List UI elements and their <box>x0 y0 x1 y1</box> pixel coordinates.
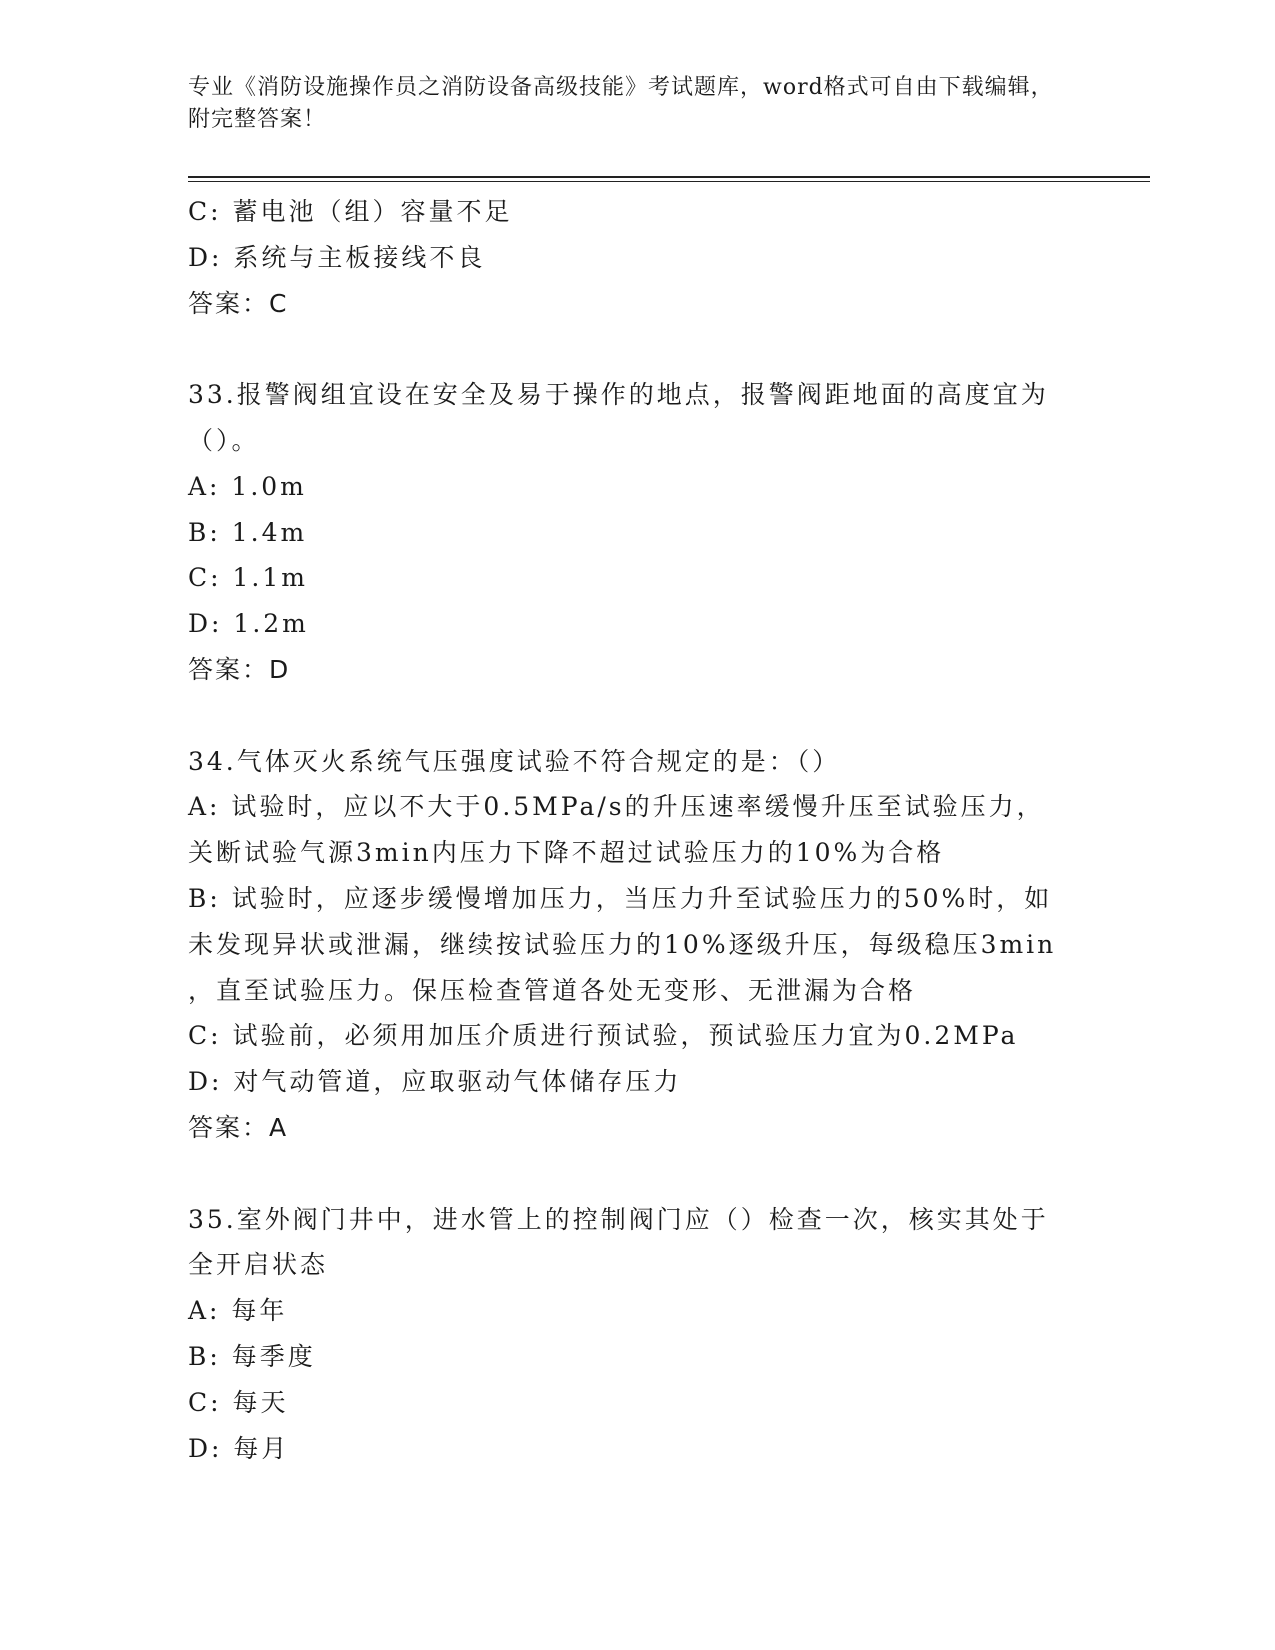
answer-line: 答案：C <box>188 288 289 318</box>
option-line: B: 每季度 <box>188 1341 316 1371</box>
option-line: D: 对气动管道，应取驱动气体储存压力 <box>188 1067 682 1097</box>
option-line: C: 蓄电池（组）容量不足 <box>188 197 513 226</box>
option-line: B: 试验时，应逐步缓慢增加压力，当压力升至试验压力的50%时，如 <box>188 883 1053 913</box>
spacer <box>188 1151 1068 1197</box>
document-header: 专业《消防设施操作员之消防设备高级技能》考试题库，word格式可自由下载编辑，附完整答案！ <box>188 75 1054 132</box>
question-stem: 全开启状态 <box>188 1250 329 1280</box>
question-stem: 34.气体灭火系统气压强度试验不符合规定的是：（） <box>188 746 841 776</box>
question-stem: （）。 <box>188 425 260 455</box>
option-line: 未发现异状或泄漏，继续按试验压力的10%逐级升压，每级稳压3min <box>188 929 1057 959</box>
question-content <box>188 189 1068 1471</box>
option-line: C: 每天 <box>188 1387 289 1417</box>
answer-line: 答案：A <box>188 1112 289 1142</box>
question-stem: 33.报警阀组宜设在安全及易于操作的地点，报警阀距地面的高度宜为 <box>188 380 1049 410</box>
option-line: C: 1.1m <box>188 563 308 593</box>
option-line: A: 试验时，应以不大于0.5MPa/s的升压速率缓慢升压至试验压力， <box>188 792 1045 822</box>
spacer <box>188 693 1068 739</box>
option-line: ，直至试验压力。保压检查管道各处无变形、无泄漏为合格 <box>188 975 917 1005</box>
header-divider-thick <box>188 176 1150 178</box>
option-line: A: 每年 <box>188 1296 288 1326</box>
option-line: C: 试验前，必须用加压介质进行预试验，预试验压力宜为0.2MPa <box>188 1021 1019 1051</box>
option-line: 关断试验气源3min内压力下降不超过试验压力的10%为合格 <box>188 838 945 868</box>
question-stem: 35.室外阀门井中，进水管上的控制阀门应（）检查一次，核实其处于 <box>188 1204 1049 1234</box>
option-line: D: 每月 <box>188 1433 290 1463</box>
option-line: D: 1.2m <box>188 609 309 639</box>
option-line: D: 系统与主板接线不良 <box>188 242 486 272</box>
option-line: B: 1.4m <box>188 517 308 547</box>
header-divider-thin <box>188 181 1150 182</box>
answer-line: 答案：D <box>188 654 291 684</box>
option-line: A: 1.0m <box>188 471 307 501</box>
spacer <box>188 326 1068 372</box>
